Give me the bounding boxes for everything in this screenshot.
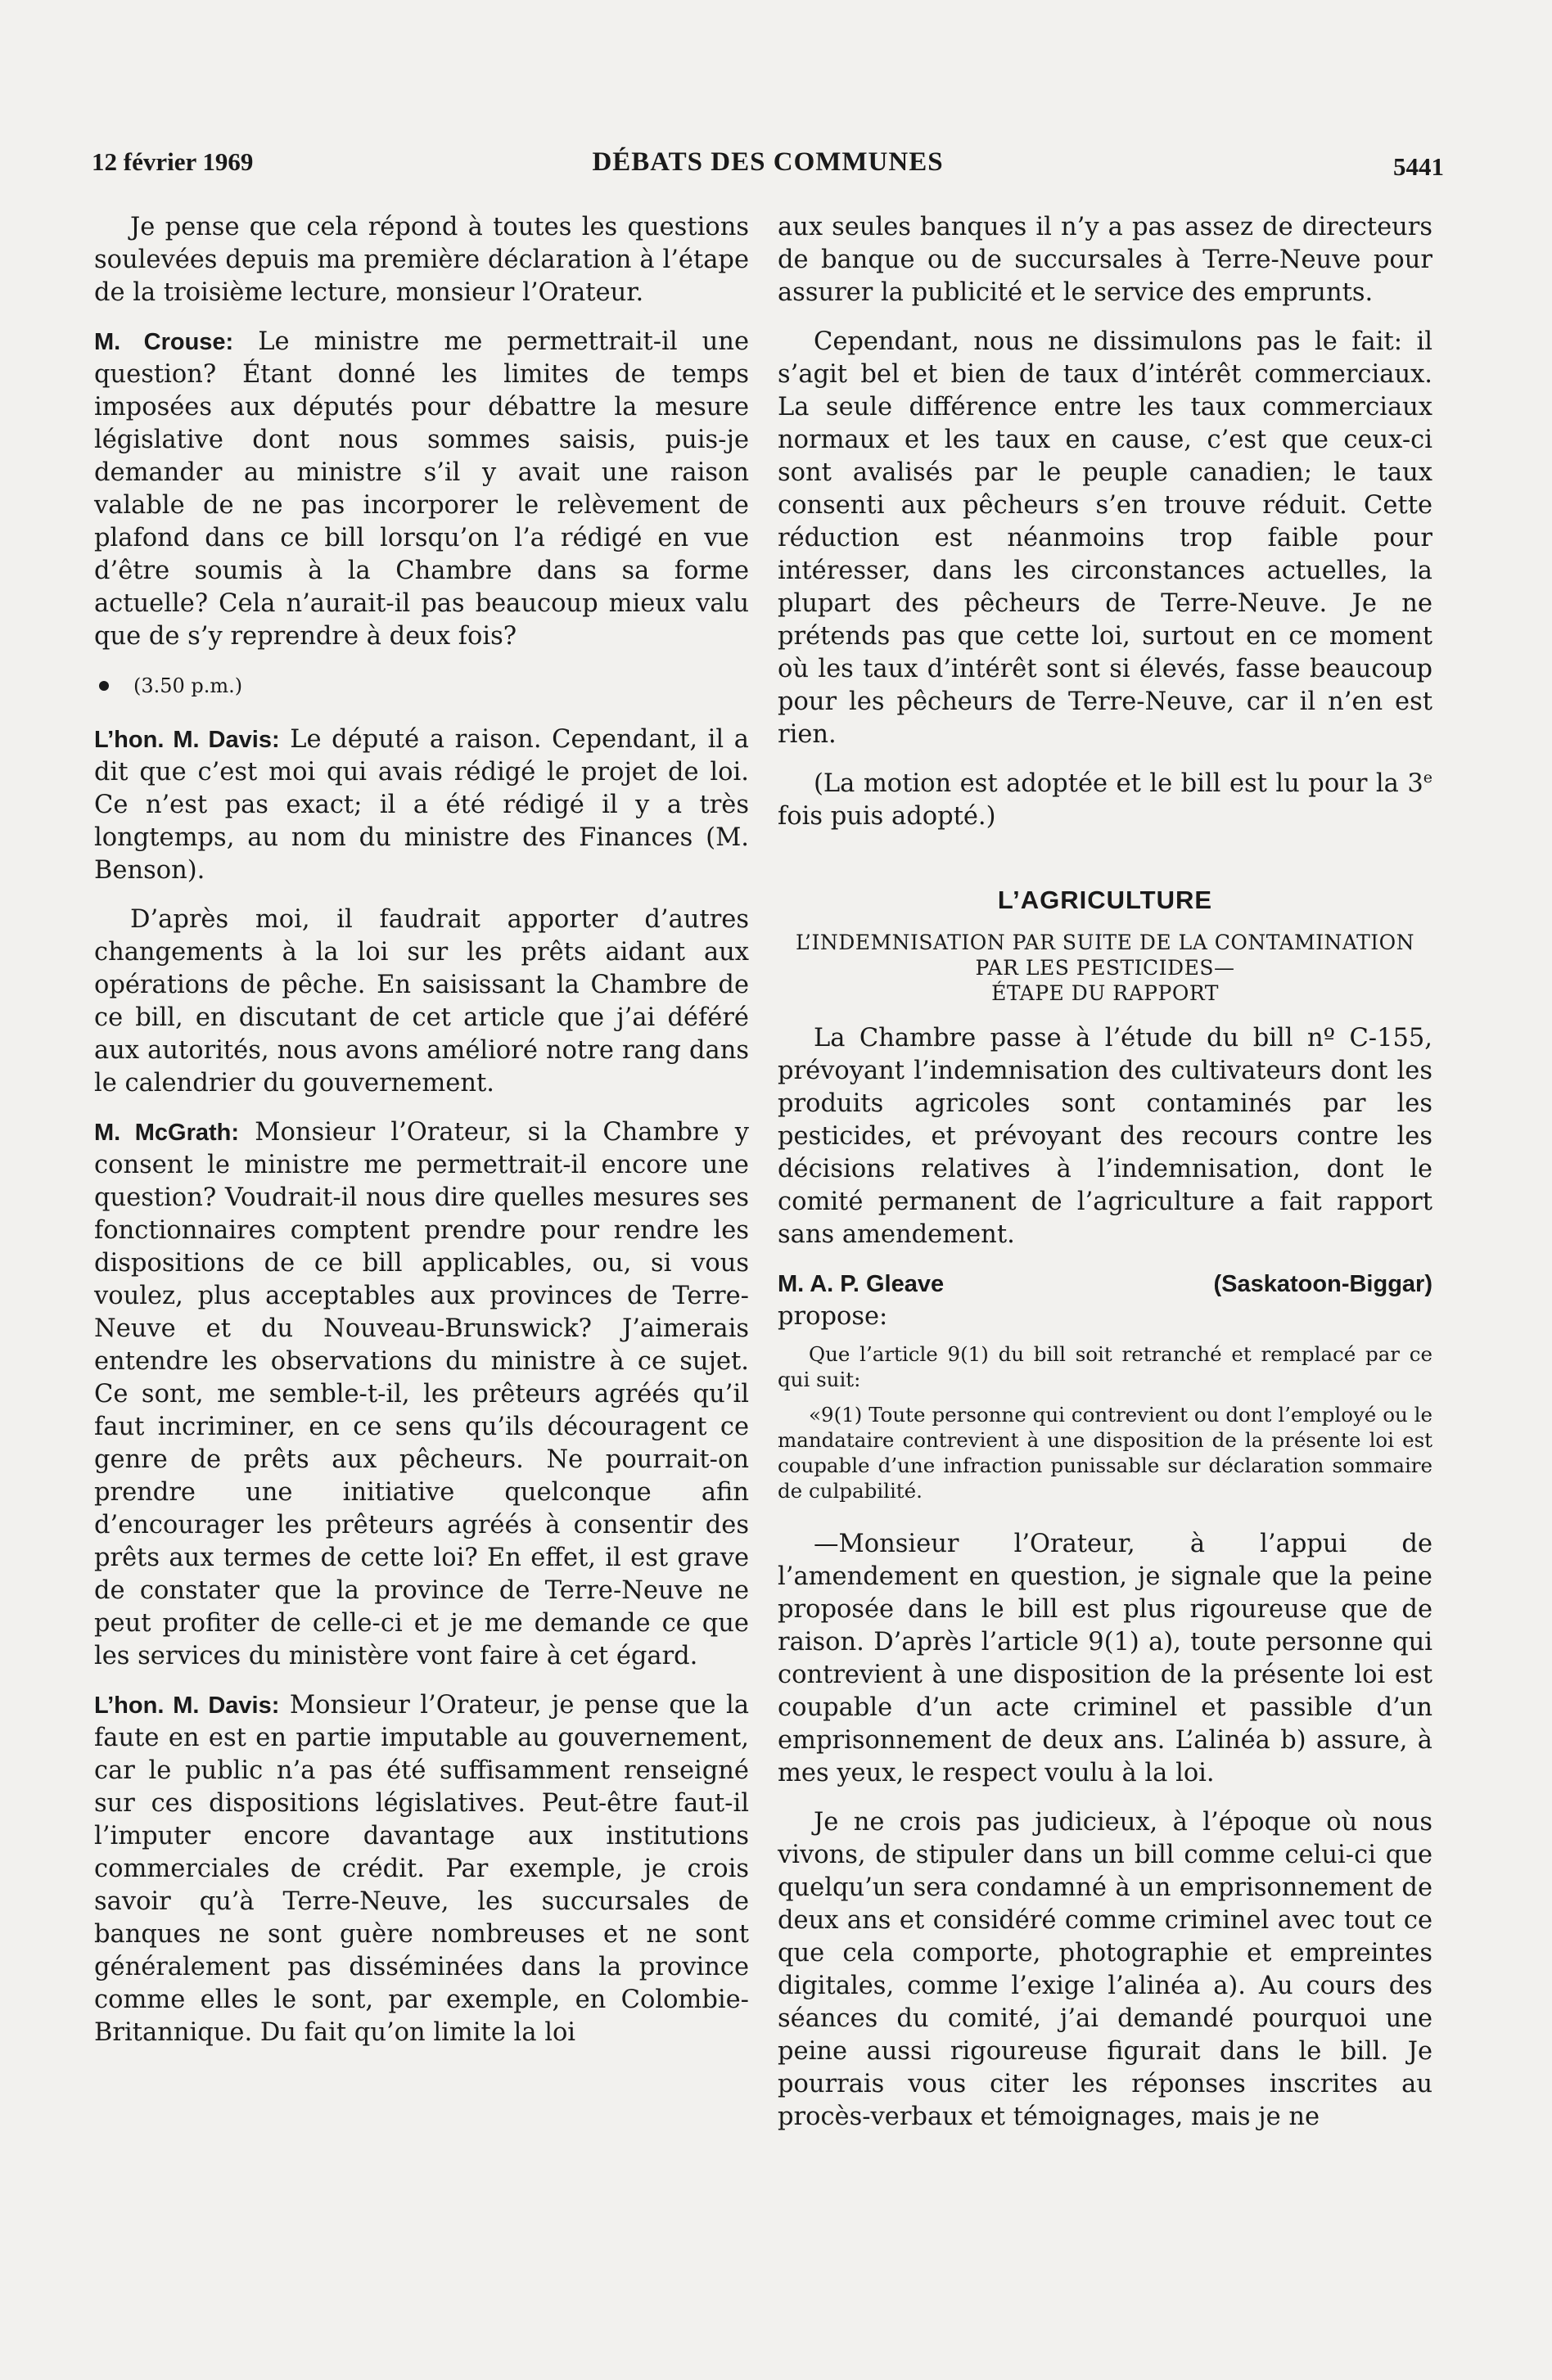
paragraph: D’après moi, il faudrait apporter d’autres changements à la loi sur les prêts aidant aux opérations de pêche. En saisissant la Chambre de ce bill, en discutant de cet article que j’ai déféré aux autorités, nous avons amélioré notre rang dans le calendrier du gouvernement. [94,905,749,1098]
section-subtitle [778,930,1432,1006]
motion-note [778,768,1432,833]
speaker-name: M. A. P. Gleave [778,1271,945,1297]
propose-text: propose: [778,1302,888,1331]
section-title: L’AGRICULTURE [997,886,1213,914]
speech-text: Monsieur l’Orateur, si la Chambre y consent le ministre me permettrait-il encore une question? Voudrait-il nous dire quelles mesures ses fonctionnaires comptent prendre pour rendre les dispositions de ce bill applicables, ou, si vous voulez, plus acceptables aux provinces de Terre-Neuve et du Nouveau-Brunswick? J’aimerais entendre les observations du ministre à ce sujet. Ce sont, me semble-t-il, les prêteurs agréés qu’il faut incriminer, en ce sens qu’ils découragent ce genre de prêts aux pêcheurs. Ne pourrait-on prendre une initiative quelconque afin d’encourager les prêteurs agréés à consentir des prêts aux termes de cette loi? En effet, il est grave de constater que la province de Terre-Neuve ne peut profiter de celle-ci et je me demande ce que les services du ministère vont faire à cet égard. [94,1118,750,1670]
speech-crouse [94,326,749,653]
speaker-name: L’hon. M. Davis: [94,1693,280,1719]
time-stamp [94,669,749,702]
paragraph: Je pense que cela répond à toutes les questions soulevées depuis ma première déclaration à l’étape de la troisième lecture, monsieur l’Orateur. [94,213,749,307]
speech-davis-2 [94,1689,749,2049]
paragraph: aux seules banques il n’y a pas assez de directeurs de banque ou de succursales à Terre-Neuve pour assurer la publicité et le service des emprunts. [778,213,1432,307]
speech-text: Le ministre me permettrait-il une question? Étant donné les limites de temps imposées aux députés pour débattre la mesure législative dont nous sommes saisis, puis-je demander au ministre s’il y avait une raison valable de ne pas incorporer le relèvement de plafond dans ce bill lorsqu’on l’a rédigé en vue d’être soumis à la Chambre dans sa forme actuelle? Cela n’aurait-il pas beaucoup mieux valu que de s’y reprendre à deux fois? [94,327,749,651]
bullet-icon [99,681,109,691]
speaker-name: L’hon. M. Davis: [94,727,280,753]
left-column [94,211,749,2066]
header-title: DÉBATS DES COMMUNES [592,147,944,177]
motion-text: (La motion est adoptée et le bill est lu pour la 3 [814,769,1423,798]
motion-text: fois puis adopté.) [778,802,996,831]
time-text: (3.50 p.m.) [133,674,243,697]
paragraph: La Chambre passe à l’étude du bill nº C-155, prévoyant l’indemnisation des cultivateurs dont les produits agricoles sont contaminés par les pesticides, et prévoyant des recours contre les décisions relatives à l’indemnisation, dont le comité permanent de l’agriculture a fait rapport sans amendement. [778,1024,1432,1249]
speech-mcgrath [94,1116,749,1673]
superscript: e [1423,768,1432,787]
paragraph: Cependant, nous ne dissimulons pas le fait: il s’agit bel et bien de taux d’intérêt commerciaux. La seule différence entre les taux commerciaux normaux et les taux en cause, c’est que ceux-ci sont avalisés par le peuple canadien; le taux consenti aux pêcheurs s’en trouve réduit. Cette réduction est néanmoins trop faible pour intéresser, dans les circonstances actuelles, la plupart des pêcheurs de Terre-Neuve. Je ne prétends pas que cette loi, surtout en ce moment où les taux d’intérêt sont si élevés, fasse beaucoup pour les pêcheurs de Terre-Neuve, car il n’en est rien. [778,327,1432,749]
amendment-line: Que l’article 9(1) du bill soit retranché et remplacé par ce qui suit: [778,1342,1432,1391]
subtitle-line: L’INDEMNISATION PAR SUITE DE LA CONTAMINATION PAR LES PESTICIDES— [795,931,1415,980]
page-header [92,147,1444,188]
amendment-text [778,1341,1432,1503]
speaker-name: M. McGrath: [94,1120,240,1146]
page-number: 5441 [1393,152,1444,181]
speech-text: Le député a raison. Cependant, il a dit que c’est moi qui avais rédigé le projet de loi. Ce n’est pas exact; il a été rédigé il y a très longtemps, au nom du ministre des Finances (M. Benson). [94,725,749,885]
speaker-riding: (Saskatoon-Biggar) [1213,1271,1432,1297]
header-date: 12 février 1969 [92,147,254,176]
right-column [778,211,1432,2150]
speaker-line [778,1268,1432,1300]
paragraph: —Monsieur l’Orateur, à l’appui de l’amendement en question, je signale que la peine proposée dans le bill est plus rigoureuse que de raison. D’après l’article 9(1) a), toute personne qui contrevient à une disposition de la présente loi est coupable d’un acte criminel et passible d’un emprisonnement de deux ans. L’alinéa b) assure, à mes yeux, le respect voulu à la loi. [778,1530,1432,1787]
amendment-line: «9(1) Toute personne qui contrevient ou dont l’employé ou le mandataire contrevient à une disposition de la présente loi est coupable d’une infraction punissable sur déclaration sommaire de culpabilité. [778,1403,1432,1503]
speech-davis [94,723,749,887]
paragraph: Je ne crois pas judicieux, à l’époque où nous vivons, de stipuler dans un bill comme celui-ci que quelqu’un sera condamné à un emprisonnement de deux ans et considéré comme criminel avec tout ce que cela comporte, photographie et empreintes digitales, comme l’exige l’alinéa a). Au cours des séances du comité, j’ai demandé pourquoi une peine aussi rigoureuse figurait dans le bill. Je pourrais vous citer les réponses inscrites au procès-verbaux et témoignages, mais je ne [778,1808,1432,2131]
subtitle-line: ÉTAPE DU RAPPORT [991,981,1219,1005]
speech-text: Monsieur l’Orateur, je pense que la faute en est en partie imputable au gouvernement, car le public n’a pas été suffisamment renseigné sur ces dispositions législatives. Peut-être faut-il l’imputer encore davantage aux institutions commerciales de crédit. Par exemple, je crois savoir qu’à Terre-Neuve, les succursales de banques ne sont guère nombreuses et ne sont généralement pas disséminées dans la province comme elles le sont, par exemple, en Colombie-Britannique. Du fait qu’on limite la loi [94,1691,749,2047]
speaker-name: M. Crouse: [94,329,234,355]
